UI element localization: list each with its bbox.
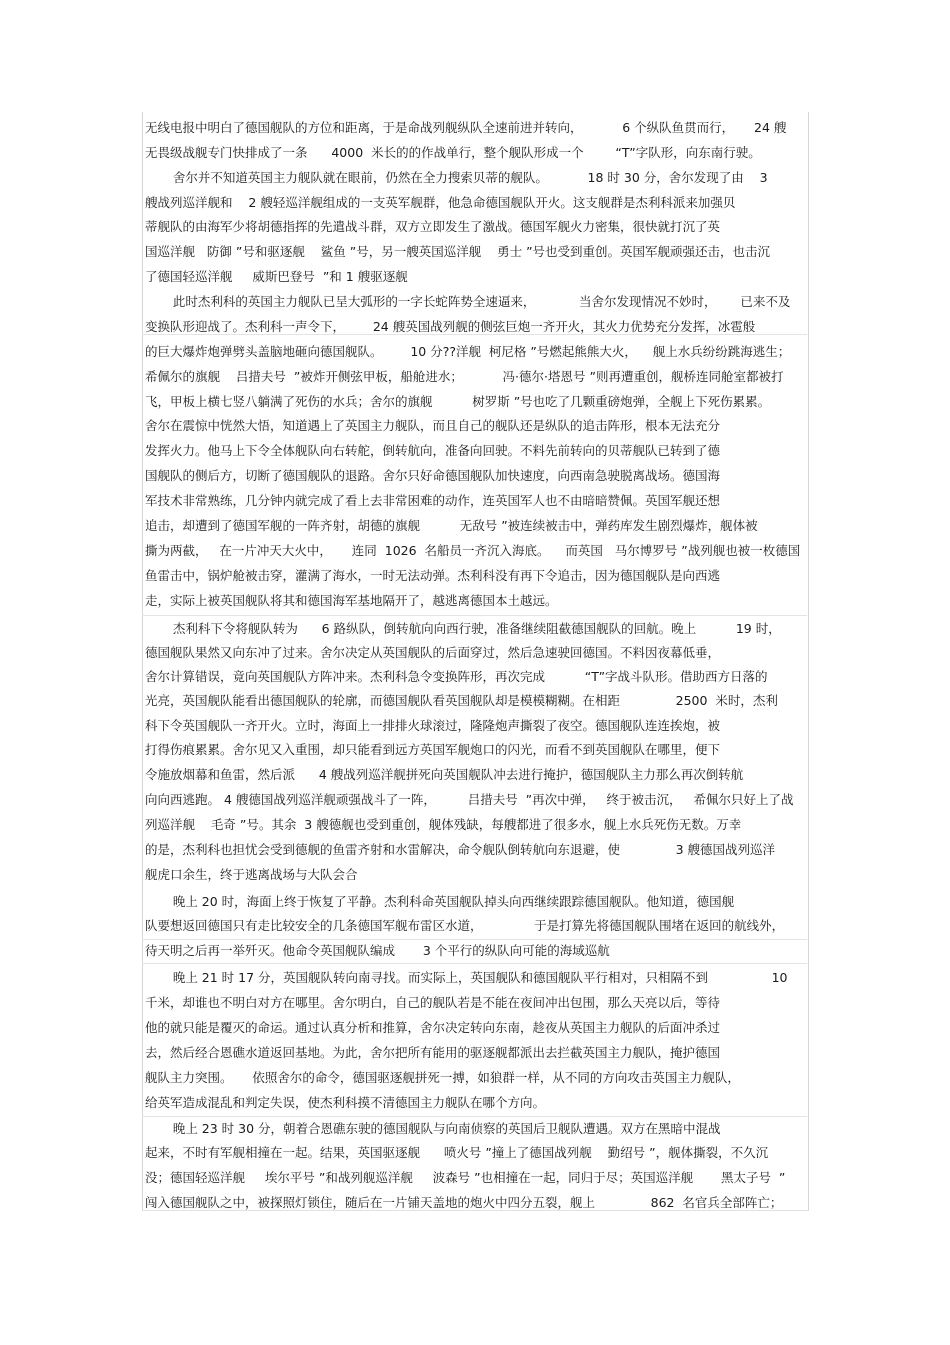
text-line: 的巨大爆炸炮弹劈头盖脑地砸向德国舰队。 10 分??洋舰 柯尼格 ”号燃起熊熊大火， 舰上水兵纷纷跳海逃生；	[145, 344, 791, 359]
text-line: 没；德国轻巡洋舰 埃尔平号 ”和战列舰巡洋舰 波森号 ”也相撞在一起，同归于尽；英国巡洋舰 黑太子号 ”	[145, 1170, 786, 1185]
text-line: 光亮，英国舰队能看出德国舰队的轮廓，而德国舰队看英国舰队却是模模糊糊。在相距 2500 米时，杰利	[145, 693, 778, 708]
text-line: 国巡洋舰 防御 ”号和驱逐舰 鲨鱼 ”号，另一艘英国巡洋舰 勇士 ”号也受到重创。英国军舰顽强还击，也击沉	[145, 244, 771, 259]
section-divider	[142, 615, 807, 616]
section-divider	[142, 963, 807, 964]
text-line: 希佩尔的旗舰 吕措夫号 ”被炸开侧弦甲板，船舱进水； 冯·德尔·塔恩号 ”则再遭重创，舰桥连同舱室都被打	[145, 369, 784, 384]
text-line: 打得伤痕累累。舍尔见又入重围，却只能看到远方英国军舰炮口的闪光，而看不到英国舰队在哪里，便下	[145, 742, 721, 757]
text-line: 飞，甲板上横七竖八躺满了死伤的水兵；舍尔的旗舰 树罗斯 ”号也吃了几颗重磅炮弹，全舰上下死伤累累。	[145, 394, 771, 409]
text-line: 给英军造成混乱和判定失误，使杰利科摸不清德国主力舰队在哪个方向。	[145, 1095, 546, 1110]
text-line: 起来，不时有军舰相撞在一起。结果，英国驱逐舰 喷火号 ”撞上了德国战列舰 勤绍号 ”，舰体撕裂，不久沉	[145, 1145, 769, 1160]
text-line: 蒂舰队的由海军少将胡德指挥的先遣战斗群，双方立即发生了激战。德国军舰火力密集，很快就打沉了英	[145, 219, 721, 234]
text-line: 艘战列巡洋舰和 2 艘轻巡洋舰组成的一支英军舰群，他急命德国舰队开火。这支舰群是杰利科派来加强贝	[145, 195, 736, 210]
text-line: 令施放烟幕和鱼雷，然后派 4 艘战列巡洋舰拼死向英国舰队冲去进行掩护，德国舰队主力那么再次倒转航	[145, 767, 744, 782]
text-line: 待天明之后再一举歼灭。他命令英国舰队编成 3 个平行的纵队向可能的海域巡航	[145, 943, 610, 958]
text-line: 向向西逃跑。 4 艘德国战列巡洋舰顽强战斗了一阵， 吕措夫号 ”再次中弹， 终于被击沉， 希佩尔只好上了战	[145, 792, 794, 807]
text-line: 杰利科下令将舰队转为 6 路纵队，倒转航向向西行驶，准备继续阻截德国舰队的回航。晚上 19 时，	[145, 621, 781, 636]
text-line: 无线电报中明白了德国舰队的方位和距离，于是命战列舰纵队全速前进并转向， 6 个纵队鱼贯而行， 24 艘	[145, 120, 787, 135]
text-line: 晚上 20 时，海面上终于恢复了平静。杰利科命英国舰队掉头向西继续跟踪德国舰队。他知道，德国舰	[145, 894, 735, 909]
text-line: 晚上 21 时 17 分，英国舰队转向南寻找。而实际上，英国舰队和德国舰队平行相对，只相隔不到 10	[145, 970, 788, 985]
section-divider	[142, 334, 807, 335]
text-line: 军技术非常熟练，几分钟内就完成了看上去非常困难的动作，连英国军人也不由暗暗赞佩。英国军舰还想	[145, 493, 721, 508]
text-line: 去，然后经合恩礁水道返回基地。为此，舍尔把所有能用的驱逐舰都派出去拦截英国主力舰队，掩护德国	[145, 1045, 721, 1060]
text-line: 撕为两截， 在一片冲天大火中， 连同 1026 名船员一齐沉入海底。 而英国 马尔博罗号 ”战列舰也被一枚德国	[145, 543, 801, 558]
section-divider	[142, 1116, 807, 1117]
text-line: 晚上 23 时 30 分，朝着合恩礁东驶的德国舰队与向南侦察的英国后卫舰队遭遇。双方在黑暗中混战	[145, 1121, 721, 1136]
text-line: 了德国轻巡洋舰 威斯巴登号 ”和 1 艘驱逐舰	[145, 269, 408, 284]
text-line: 变换队形迎战了。杰利科一声令下， 24 艘英国战列舰的侧弦巨炮一齐开火，其火力优势充分发挥，冰雹般	[145, 319, 756, 334]
text-line: 舍尔并不知道英国主力舰队就在眼前，仍然在全力搜索贝蒂的舰队。 18 时 30 分，舍尔发现了由 3	[145, 170, 768, 185]
text-line: 的是，杰利科也担忧会受到德舰的鱼雷齐射和水雷解决，命令舰队倒转航向东退避，使 3 艘德国战列巡洋	[145, 842, 776, 857]
text-line: 科下令英国舰队一齐开火。立时，海面上一排排火球滚过，隆隆炮声撕裂了夜空。德国舰队连连挨炮，被	[145, 718, 721, 733]
text-line: 发挥火力。他马上下令全体舰队向右转舵，倒转航向，准备向回驶。不料先前转向的贝蒂舰队已转到了德	[145, 443, 721, 458]
text-line: 追击，却遭到了德国军舰的一阵齐射，胡德的旗舰 无敌号 ”被连续被击中，弹药库发生剧烈爆炸，舰体被	[145, 518, 758, 533]
text-line: 此时杰利科的英国主力舰队已呈大弧形的一字长蛇阵势全速逼来， 当舍尔发现情况不妙时， 已来不及	[145, 294, 791, 309]
text-line: 舍尔计算错误，竟向英国舰队方阵冲来。杰利科急令变换阵形，再次完成 “T”字战斗队形。借助西方日落的	[145, 669, 768, 684]
text-line: 千米，却谁也不明白对方在哪里。舍尔明白，自己的舰队若是不能在夜间冲出包围，那么天亮以后，等待	[145, 995, 721, 1010]
text-line: 走，实际上被英国舰队将其和德国海军基地隔开了，越逃离德国本土越远。	[145, 593, 558, 608]
text-line: 德国舰队果然又向东冲了过来。舍尔决定从英国舰队的后面穿过，然后急速驶回德国。不料因夜幕低垂，	[145, 645, 721, 660]
text-line: 鱼雷击中，锅炉舱被击穿，灌满了海水，一时无法动弹。杰利科没有再下令追击，因为德国舰队是向西逃	[145, 568, 721, 583]
text-line: 队要想返回德国只有走比较安全的几条德国军舰布雷区水道， 于是打算先将德国舰队围堵在返回的航线外，	[145, 918, 785, 933]
text-line: 他的就只能是覆灭的命运。通过认真分析和推算，舍尔决定转向东南，趁夜从英国主力舰队的后面冲杀过	[145, 1020, 721, 1035]
text-line: 舍尔在震惊中恍然大悟，知道遇上了英国主力舰队，而且自己的舰队还是纵队的追击阵形，根本无法充分	[145, 418, 721, 433]
section-divider	[142, 939, 807, 940]
text-line: 舰虎口余生，终于逃离战场与大队会合	[145, 867, 358, 882]
text-line: 列巡洋舰 毛奇 ”号。其余 3 艘德舰也受到重创，舰体残缺，每艘都进了很多水，舰上水兵死伤无数。万幸	[145, 817, 742, 832]
text-line: 国舰队的侧后方，切断了德国舰队的退路。舍尔只好命德国舰队加快速度，向西南急驶脱离战场。德国海	[145, 468, 721, 483]
text-line: 无畏级战舰专门快排成了一条 4000 米长的的作战单行，整个舰队形成一个 “T”字队形，向东南行驶。	[145, 145, 761, 160]
text-line: 舰队主力突围。 依照舍尔的命令，德国驱逐舰拼死一搏，如狼群一样，从不同的方向攻击英国主力舰队，	[145, 1070, 740, 1085]
text-line: 闯入德国舰队之中，被探照灯锁住，随后在一片铺天盖地的炮火中四分五裂，舰上 862 名官兵全部阵亡；	[145, 1195, 783, 1210]
